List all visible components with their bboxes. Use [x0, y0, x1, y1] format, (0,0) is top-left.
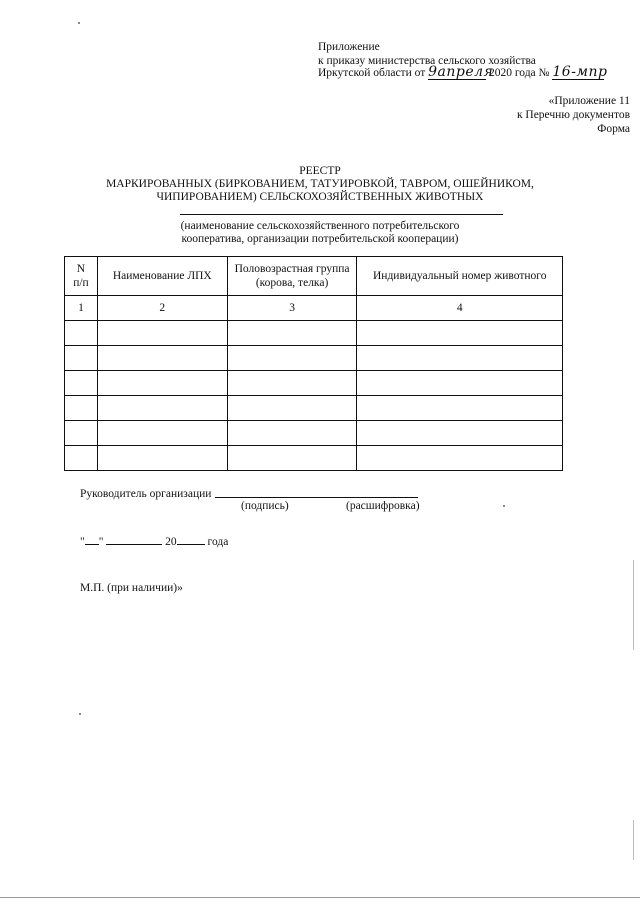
handwritten-date: 9апреля: [428, 64, 494, 80]
table-row: [65, 446, 563, 471]
table-cell[interactable]: [357, 421, 563, 446]
table-row: [65, 396, 563, 421]
table-row: [65, 421, 563, 446]
header-order-date-line: [318, 64, 608, 80]
col-header-lph-name: [97, 257, 227, 296]
date-line: [80, 535, 228, 549]
signature-caption: (подпись): [241, 500, 289, 512]
table-cell[interactable]: [357, 396, 563, 421]
column-number-cell: 1: [65, 296, 98, 321]
column-number-row: [65, 296, 563, 321]
table-cell[interactable]: [65, 371, 98, 396]
org-caption-line1: (наименование сельскохозяйственного потребительского: [180, 220, 460, 232]
column-number-cell: 2: [97, 296, 227, 321]
year-suffix: года: [207, 536, 229, 548]
appendix-list-ref: к Перечню документов: [516, 109, 630, 121]
table-cell[interactable]: [357, 321, 563, 346]
table-cell[interactable]: [357, 346, 563, 371]
table-cell[interactable]: [65, 396, 98, 421]
col-header-number: [65, 257, 98, 296]
table-row: [65, 321, 563, 346]
col-header-animal-id: [357, 257, 563, 296]
table-cell[interactable]: [97, 396, 227, 421]
header-order-ref: к приказу министерства сельского хозяйства: [318, 55, 536, 67]
scan-speck: [79, 713, 81, 715]
table-cell[interactable]: [97, 346, 227, 371]
year-prefix: 20: [165, 536, 177, 548]
column-number-cell: 3: [227, 296, 357, 321]
org-name-line: [180, 214, 503, 215]
col-header-number-line2: п/п: [73, 277, 89, 289]
scan-speck: [503, 505, 505, 507]
scan-bottom-edge: [0, 897, 640, 898]
scan-speck: [78, 22, 80, 24]
appendix-11-label: «Приложение 11: [548, 95, 630, 107]
table-cell[interactable]: [357, 371, 563, 396]
table-cell[interactable]: [357, 446, 563, 471]
table-cell[interactable]: [227, 321, 357, 346]
register-table: [64, 256, 563, 471]
table-cell[interactable]: [227, 371, 357, 396]
scan-edge-mark: [633, 820, 634, 860]
table-cell[interactable]: [65, 346, 98, 371]
day-blank[interactable]: [85, 544, 99, 545]
register-subtitle-line2: ЧИПИРОВАНИЕМ) СЕЛЬСКОХОЗЯЙСТВЕННЫХ ЖИВОТНЫХ: [156, 191, 484, 203]
table-cell[interactable]: [97, 321, 227, 346]
signature-label: Руководитель организации: [80, 488, 212, 500]
table-cell[interactable]: [227, 446, 357, 471]
column-number-cell: 4: [357, 296, 563, 321]
col-header-animal-id-text: Индивидуальный номер животного: [373, 270, 547, 282]
table-header-row: [65, 257, 563, 296]
header-year-number: 2020 года №: [488, 67, 550, 79]
col-header-age-group-line2: (корова, телка): [255, 277, 329, 289]
table-cell[interactable]: [65, 446, 98, 471]
stamp-place: М.П. (при наличии)»: [80, 582, 183, 594]
month-blank[interactable]: [106, 544, 162, 545]
table-cell[interactable]: [227, 421, 357, 446]
table-cell[interactable]: [65, 421, 98, 446]
register-title: РЕЕСТР: [299, 165, 341, 177]
decoding-caption: (расшифровка): [346, 500, 420, 512]
table-cell[interactable]: [97, 421, 227, 446]
header-appendix-label: Приложение: [318, 41, 380, 53]
date-close-quote: ": [98, 536, 104, 548]
form-label: Форма: [597, 123, 630, 135]
table-row: [65, 371, 563, 396]
col-header-age-group: [227, 257, 357, 296]
table-cell[interactable]: [65, 321, 98, 346]
scan-edge-mark: [633, 560, 634, 650]
date-open-quote: ": [80, 536, 85, 548]
table-cell[interactable]: [227, 396, 357, 421]
register-subtitle-line1: МАРКИРОВАННЫХ (БИРКОВАНИЕМ, ТАТУИРОВКОЙ, ТАВРОМ, ОШЕЙНИКОМ,: [106, 178, 534, 190]
signature-line[interactable]: [215, 497, 418, 498]
col-header-age-group-line1: Половозрастная группа: [234, 263, 350, 275]
org-caption-line2: кооператива, организации потребительской кооперации): [181, 233, 459, 245]
handwritten-order-number: 16-мпр: [552, 64, 608, 80]
col-header-lph-name-text: Наименование ЛПХ: [112, 270, 212, 282]
table-cell[interactable]: [227, 346, 357, 371]
header-region-prefix: Иркутской области от: [318, 67, 426, 79]
table-row: [65, 346, 563, 371]
table-cell[interactable]: [97, 371, 227, 396]
year-blank[interactable]: [177, 544, 205, 545]
col-header-number-line1: N: [76, 263, 86, 275]
table-cell[interactable]: [97, 446, 227, 471]
